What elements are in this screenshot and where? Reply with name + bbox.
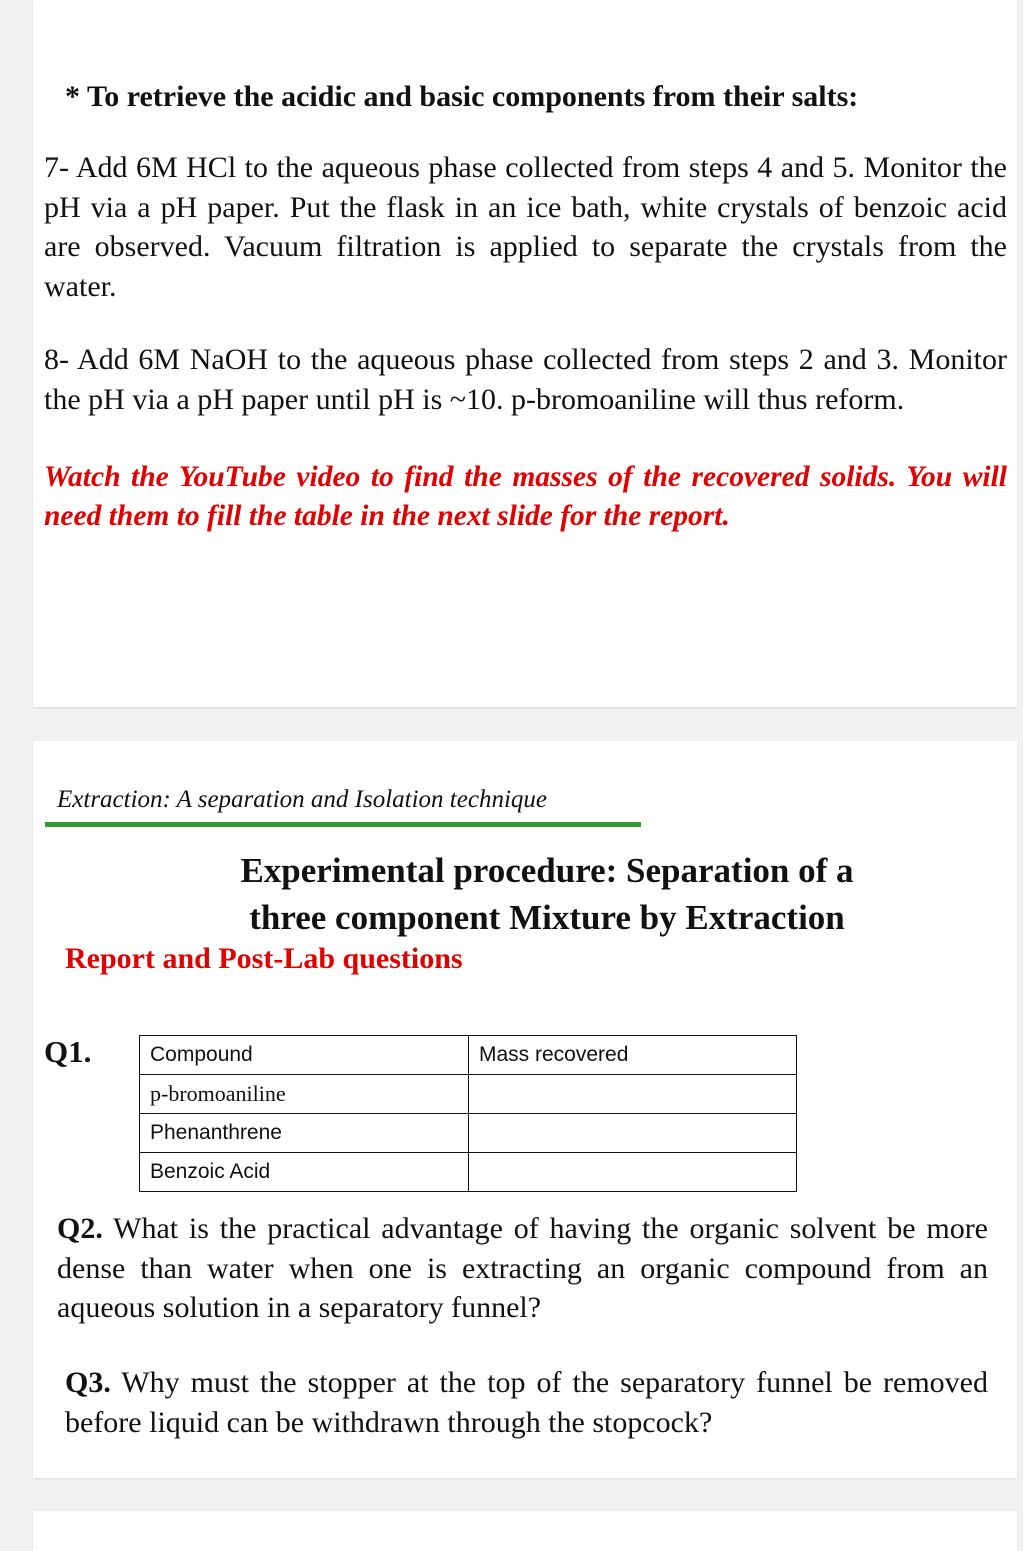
mass-cell (469, 1114, 797, 1153)
next-slide-edge (33, 1511, 1017, 1551)
q2-label: Q2. (57, 1212, 103, 1245)
youtube-note: Watch the YouTube video to find the masses of the recovered solids. You will need them to fill the table in the next slide for the report. (44, 461, 1007, 532)
procedure-title-line-1: Experimental procedure: Separation of a (240, 851, 854, 890)
mass-table (139, 1035, 797, 1192)
procedure-title-line-2: three component Mixture by Extraction (249, 898, 845, 937)
report-title: Report and Post-Lab questions (65, 942, 463, 975)
compound-cell: Phenanthrene (140, 1114, 469, 1153)
procedure-title (193, 847, 901, 941)
header-compound: Compound (140, 1036, 469, 1075)
slide-procedure-steps (33, 0, 1017, 707)
question-2 (57, 1209, 988, 1328)
compound-cell: Benzoic Acid (140, 1153, 469, 1192)
mass-cell (469, 1075, 797, 1114)
step-8-text: 8- Add 6M NaOH to the aqueous phase collected from steps 2 and 3. Monitor the pH via a pH paper until pH is ~10. p-bromoaniline will thus reform. (44, 343, 1007, 416)
q1-label: Q1. (44, 1034, 92, 1069)
table-row (140, 1075, 797, 1114)
slide-report-questions (33, 741, 1017, 1478)
step-7-text: 7- Add 6M HCl to the aqueous phase collected from steps 4 and 5. Monitor the pH via a pH paper. Put the flask in an ice bath, white crystals of benzoic acid are observed. Vacuum filtration is applied to separate the crystals from the water. (44, 151, 1007, 303)
q3-label: Q3. (65, 1366, 111, 1399)
q2-text: What is the practical advantage of having the organic solvent be more dense than water when one is extracting an organic compound from an aqueous solution in a separatory funnel? (57, 1212, 988, 1324)
mass-cell (469, 1153, 797, 1192)
table-header-row (140, 1036, 797, 1075)
compound-cell: p-bromoaniline (140, 1075, 469, 1114)
q3-text: Why must the stopper at the top of the separatory funnel be removed before liquid can be withdrawn through the stopcock? (65, 1366, 988, 1439)
header-mass-recovered: Mass recovered (469, 1036, 797, 1075)
section-heading: * To retrieve the acidic and basic components from their salts: (65, 80, 859, 113)
title-underline (45, 822, 641, 827)
course-title: Extraction: A separation and Isolation technique (57, 786, 547, 813)
table-row (140, 1153, 797, 1192)
table-row (140, 1114, 797, 1153)
question-3 (65, 1363, 988, 1442)
